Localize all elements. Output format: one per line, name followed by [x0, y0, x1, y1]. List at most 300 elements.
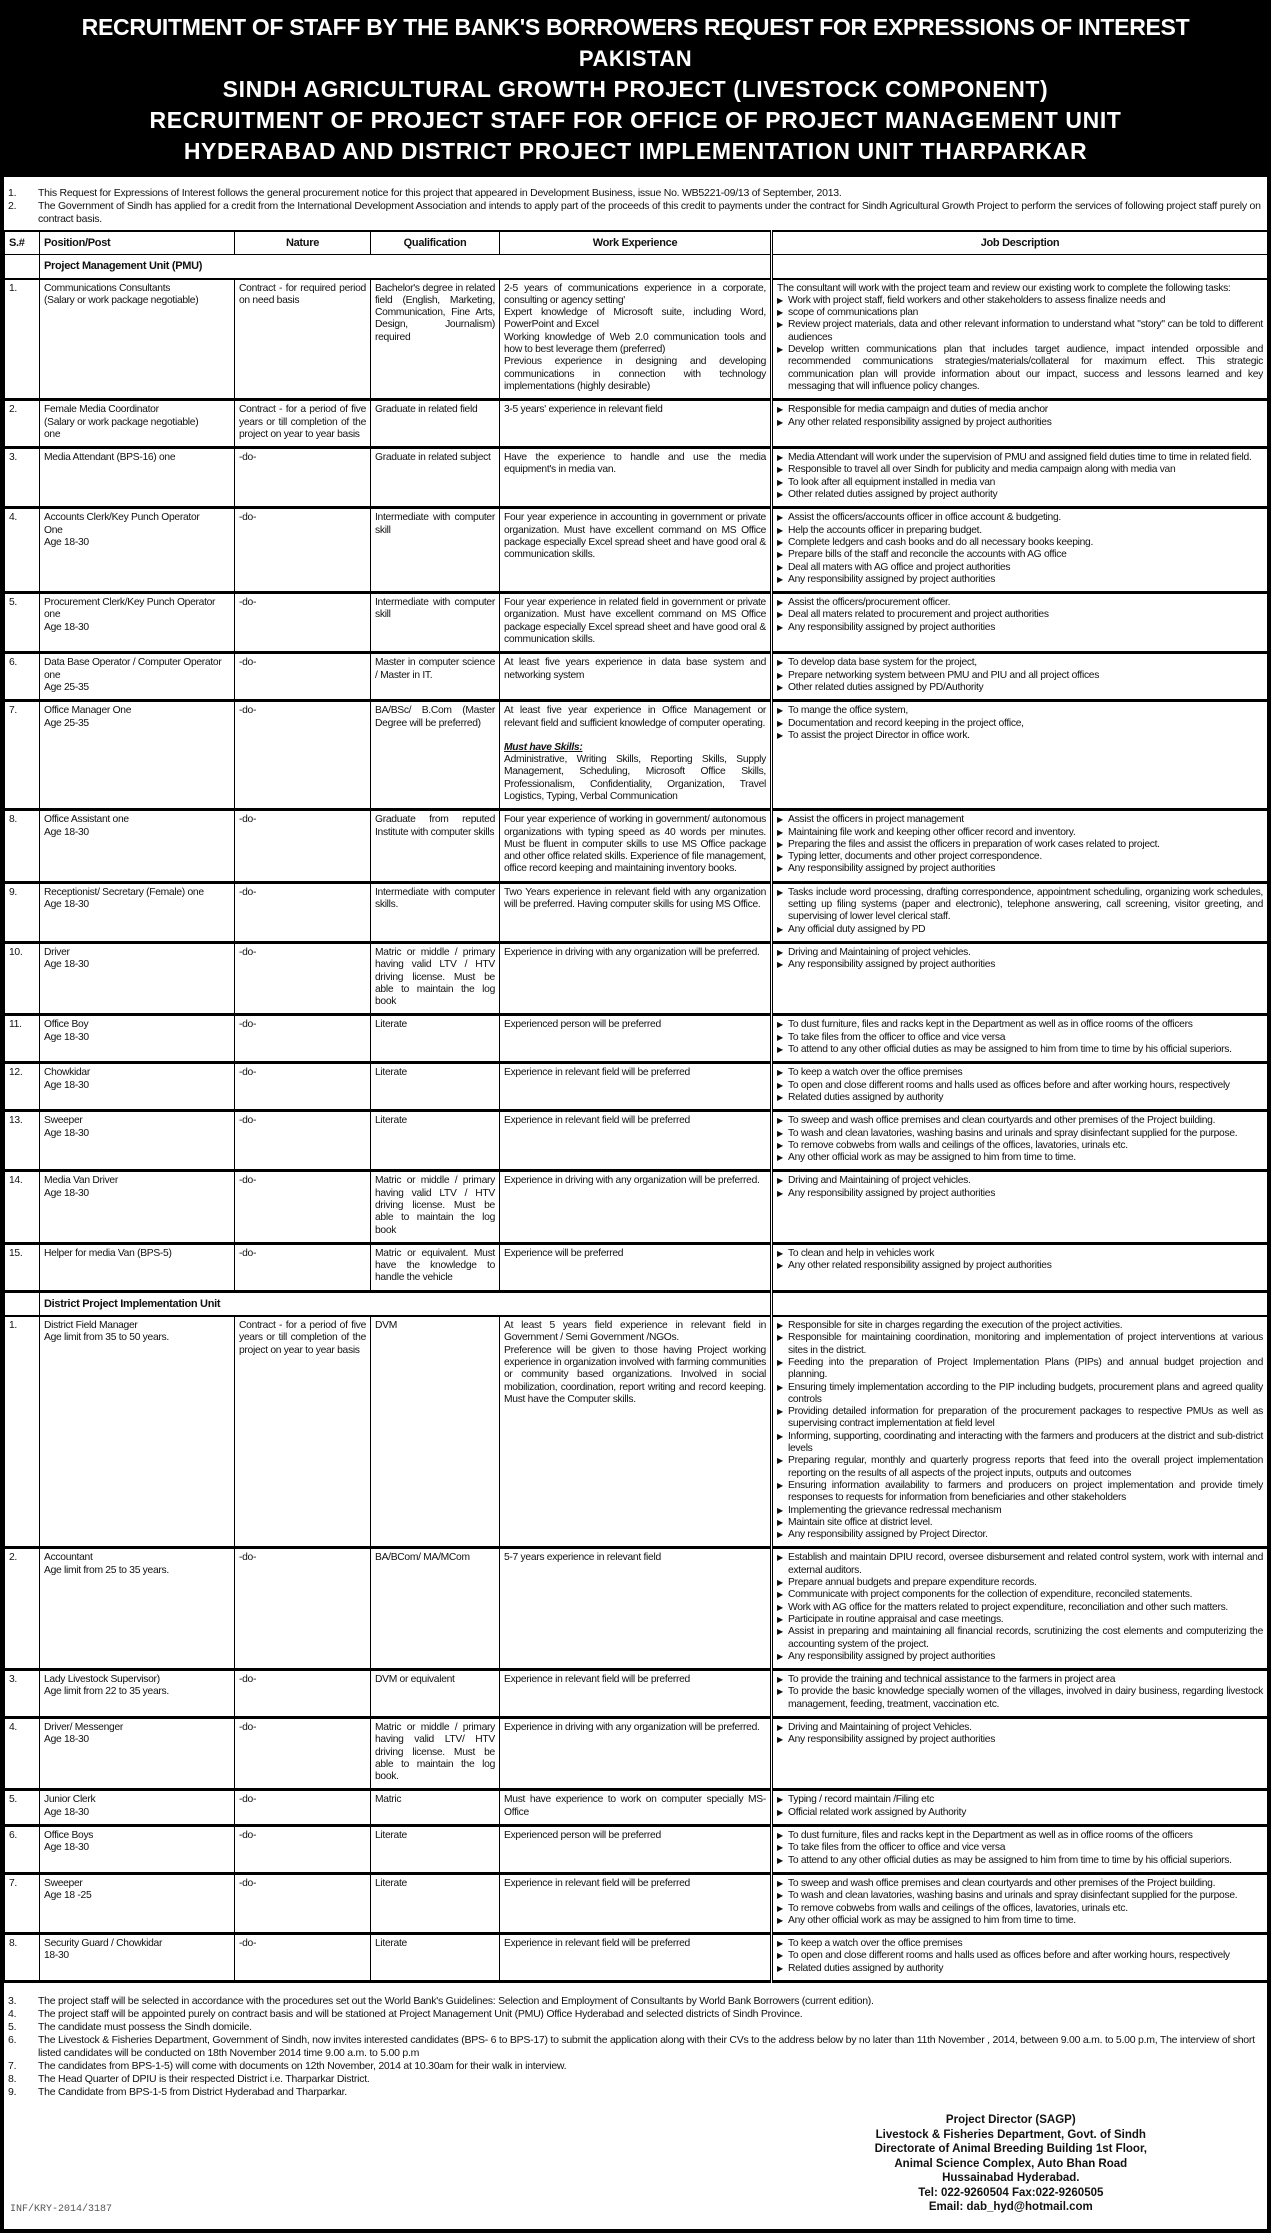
duty-item [777, 1455, 1263, 1480]
experience-line: Experience in driving with any organization will be preferred. [504, 1721, 760, 1733]
experience-cell [500, 1790, 772, 1826]
duty-item [777, 1878, 1263, 1890]
job-description-cell [772, 810, 1268, 882]
experience-line: Have the experience to handle and use the media equipment's in media van. [504, 452, 766, 476]
position-line: Communications Consultants [44, 282, 171, 294]
table-row [5, 1670, 1268, 1718]
job-description-cell [772, 1826, 1268, 1874]
job-description-cell [772, 1670, 1268, 1718]
qualification-cell: Bachelor's degree in related field (English, Marketing, Communication, Fine Arts, Design, Journalism) required [371, 279, 500, 400]
duty-item [777, 682, 1263, 694]
note-item [8, 2008, 1263, 2021]
bullet-triangle-icon: ▶ [777, 1068, 783, 1078]
duty-text: Communicate with project components for the collection of expenditure, reconciled statements. [788, 1589, 1193, 1601]
bullet-triangle-icon: ▶ [777, 815, 783, 825]
duty-item [777, 1032, 1263, 1044]
address-email[interactable]: Email: dab_hyd@hotmail.com [928, 2201, 1093, 2214]
duty-text: Prepare bills of the staff and reconcile the accounts with AG office [788, 549, 1067, 561]
duty-item [777, 863, 1263, 875]
bullet-triangle-icon: ▶ [777, 1382, 783, 1392]
serial-number: 5. [5, 593, 40, 653]
bullet-triangle-icon: ▶ [777, 1735, 783, 1745]
position-cell [40, 942, 235, 1014]
duty-text: Any responsibility assigned by project authorities [788, 959, 996, 971]
bullet-triangle-icon: ▶ [777, 320, 783, 330]
nature-cell: -do- [235, 1548, 371, 1670]
duty-item [777, 1505, 1263, 1517]
bullet-triangle-icon: ▶ [777, 1903, 783, 1913]
position-line: Age 18-30 [44, 1842, 89, 1854]
duty-item [777, 1794, 1263, 1806]
experience-line: Experienced person will be preferred [504, 1019, 661, 1031]
position-line: Age 18 -25 [44, 1890, 92, 1902]
bullet-triangle-icon: ▶ [777, 1951, 783, 1961]
serial-number: 5. [5, 1790, 40, 1826]
table-row [5, 593, 1268, 653]
duty-text: Feeding into the preparation of Project Implementation Plans (PIPs) and annual budget projection and planning. [788, 1356, 1263, 1381]
bullet-triangle-icon: ▶ [777, 864, 783, 874]
bullet-triangle-icon: ▶ [777, 1517, 783, 1527]
bullet-triangle-icon: ▶ [777, 345, 783, 355]
note-number: 9. [8, 2086, 17, 2099]
duty-text: Any responsibility assigned by project authorities [788, 1734, 996, 1746]
position-line: Age 25-35 [44, 717, 89, 729]
table-row [5, 508, 1268, 593]
serial-number: 8. [5, 1934, 40, 1982]
section-row [5, 1291, 1268, 1316]
units-line: HYDERABAD AND DISTRICT PROJECT IMPLEMENTATION UNIT THARPARKAR [183, 138, 1088, 164]
serial-number: 3. [5, 1670, 40, 1718]
qualification-cell: Literate [371, 1111, 500, 1171]
bullet-triangle-icon: ▶ [777, 1505, 783, 1515]
experience-cell [500, 1063, 772, 1111]
bullet-triangle-icon: ▶ [777, 1045, 783, 1055]
position-line: One [44, 524, 63, 536]
reference-code: INF/KRY-2014/3187 [10, 2203, 113, 2215]
serial-number: 4. [5, 508, 40, 593]
duty-item [777, 404, 1263, 416]
job-description-cell [772, 400, 1268, 448]
duty-text: Other related duties assigned by project authority [788, 489, 998, 501]
duty-text: To provide the basic knowledge specially women of the villages, involved in dairy business, regarding livestock management, feeding, treatment, vaccination etc. [788, 1686, 1263, 1710]
experience-line: 3-5 years' experience in relevant field [504, 404, 663, 416]
bullet-triangle-icon: ▶ [777, 1627, 783, 1637]
duty-item [777, 924, 1263, 936]
qualification-cell: Literate [371, 1063, 500, 1111]
table-row [5, 1934, 1268, 1982]
bullet-triangle-icon: ▶ [777, 887, 783, 897]
bullet-triangle-icon: ▶ [777, 1261, 783, 1271]
duty-item [777, 525, 1263, 537]
duty-text: To remove cobwebs from walls and ceilings of the offices, lavatories, urinals etc. [788, 1902, 1128, 1914]
experience-line: Experience in driving with any organization will be preferred. [504, 946, 760, 958]
duty-text: Ensuring information availability to farmers and producers on project implementation and provide timely responses to requests for information from beneficiaries and other stakeholders [788, 1479, 1263, 1504]
experience-cell [500, 279, 772, 400]
duty-item [777, 1019, 1263, 1031]
bullet-triangle-icon: ▶ [777, 682, 783, 692]
position-cell [40, 1171, 235, 1243]
duty-text: Any official duty assigned by PD [788, 923, 926, 935]
duty-item [777, 730, 1263, 742]
qualification-cell: Intermediate with computer skill [371, 593, 500, 653]
duty-text: To open and close different rooms and halls used as offices before and after working hours, respectively [788, 1950, 1230, 1962]
position-line: Sweeper [44, 1877, 83, 1889]
experience-line: 5-7 years experience in relevant field [504, 1552, 661, 1564]
position-line: Security Guard / Chowkidar [44, 1938, 163, 1950]
note-text: The candidates from BPS-1-5) will come with documents on 12th November, 2014 at 10.30am for their walk in interview. [38, 2060, 567, 2073]
duty-item [777, 597, 1263, 609]
serial-number: 3. [5, 448, 40, 508]
experience-cell [500, 653, 772, 701]
experience-line: At least five years experience in data base system and networking system [504, 657, 766, 681]
position-cell [40, 1111, 235, 1171]
duty-item [777, 1855, 1263, 1867]
experience-cell [500, 1111, 772, 1171]
serial-number: 2. [5, 400, 40, 448]
duty-text: Any other official work as may be assigned to him from time to time. [788, 1914, 1076, 1926]
bullet-triangle-icon: ▶ [777, 308, 783, 318]
duty-text: Typing letter, documents and other project correspondence. [788, 851, 1042, 863]
job-description-cell [772, 1063, 1268, 1111]
duty-item [777, 1092, 1263, 1104]
duty-text: Implementing the grievance redressal mechanism [788, 1504, 1002, 1516]
bullet-triangle-icon: ▶ [777, 490, 783, 500]
qualification-cell: Master in computer science / Master in IT. [371, 653, 500, 701]
experience-cell [500, 1873, 772, 1933]
duty-item [777, 417, 1263, 429]
nature-cell: Contract - for a period of five years or till completion of the project on year to year basis [235, 1316, 371, 1548]
bullet-triangle-icon: ▶ [777, 1188, 783, 1198]
duty-item [777, 1614, 1263, 1626]
duty-item [777, 295, 1263, 307]
bullet-triangle-icon: ▶ [777, 1578, 783, 1588]
nature-cell: -do- [235, 593, 371, 653]
duty-text: Driving and Maintaining of project Vehicles. [788, 1721, 972, 1733]
qualification-cell: Matric [371, 1790, 500, 1826]
duty-item [777, 1044, 1263, 1056]
note-number: 3. [8, 1995, 17, 2008]
nature-cell: -do- [235, 701, 371, 810]
bullet-triangle-icon: ▶ [777, 1431, 783, 1441]
position-line: one [44, 669, 61, 681]
header-nature: Nature [235, 231, 371, 255]
duty-item [777, 814, 1263, 826]
bullet-triangle-icon: ▶ [777, 598, 783, 608]
position-line: Age 18-30 [44, 1734, 89, 1746]
job-description-cell [772, 1111, 1268, 1171]
bullet-triangle-icon: ▶ [777, 537, 783, 547]
recruitment-line: RECRUITMENT OF PROJECT STAFF FOR OFFICE OF PROJECT MANAGEMENT UNIT [149, 107, 1122, 133]
qualification-cell: Graduate in related subject [371, 448, 500, 508]
duty-item [777, 1938, 1263, 1950]
bullet-triangle-icon: ▶ [777, 1675, 783, 1685]
duty-item [777, 1115, 1263, 1127]
note-text: The project staff will be selected in accordance with the procedures set out the World Bank's Guidelines: Selection and Employment of Consultants by World Bank Borrowers (current edition). [38, 1995, 874, 2008]
duty-text: To sweep and wash office premises and clean courtyards and other premises of the Project building. [788, 1877, 1216, 1889]
experience-line: Expert knowledge of Microsoft suite, including Word, PowerPoint and Excel [504, 307, 766, 331]
serial-number: 12. [5, 1063, 40, 1111]
note-number: 1. [8, 187, 17, 199]
duty-text: Responsible to travel all over Sindh for publicity and media campaign along with media van [788, 464, 1176, 476]
note-text: The Head Quarter of DPIU is their respected District i.e. Tharparkar District. [38, 2073, 370, 2086]
position-line: Age limit from 35 to 50 years. [44, 1332, 169, 1344]
table-row [5, 1316, 1268, 1548]
country-line: PAKISTAN [578, 46, 693, 71]
table-row [5, 1826, 1268, 1874]
nature-cell: -do- [235, 1790, 371, 1826]
serial-number: 11. [5, 1015, 40, 1063]
note-text: The Candidate from BPS-1-5 from District Hyderabad and Tharparkar. [38, 2086, 347, 2099]
position-line: Driver [44, 946, 70, 958]
duty-item [777, 839, 1263, 851]
position-cell [40, 1243, 235, 1291]
note-number: 4. [8, 2008, 17, 2021]
duty-item [777, 947, 1263, 959]
bullet-triangle-icon: ▶ [777, 405, 783, 415]
duty-item [777, 1722, 1263, 1734]
duty-item [777, 1080, 1263, 1092]
bullet-triangle-icon: ▶ [777, 1248, 783, 1258]
section-title: Project Management Unit (PMU) [40, 255, 772, 279]
duty-text: Any other related responsibility assigned by project authorities [788, 416, 1052, 428]
table-row [5, 882, 1268, 942]
position-line: Office Manager One [44, 705, 132, 717]
nature-cell: -do- [235, 653, 371, 701]
section-spacer [772, 1291, 1268, 1316]
bullet-triangle-icon: ▶ [777, 622, 783, 632]
qualification-cell: Intermediate with computer skills. [371, 882, 500, 942]
duty-text: Documentation and record keeping in the project office, [788, 717, 1024, 729]
position-line: Procurement Clerk/Key Punch Operator [44, 597, 216, 609]
duty-text: To keep a watch over the office premises [788, 1067, 963, 1079]
bullet-triangle-icon: ▶ [777, 513, 783, 523]
serial-number: 8. [5, 810, 40, 882]
table-row [5, 1717, 1268, 1789]
bullet-triangle-icon: ▶ [777, 550, 783, 560]
duty-item [777, 1626, 1263, 1651]
duty-item [777, 1382, 1263, 1407]
experience-line: Experience in relevant field will be preferred [504, 1938, 690, 1950]
job-description-cell [772, 593, 1268, 653]
qualification-cell: Intermediate with computer skill [371, 508, 500, 593]
position-cell [40, 1316, 235, 1548]
positions-table [4, 230, 1268, 1983]
bullet-triangle-icon: ▶ [777, 1687, 783, 1697]
serial-number: 1. [5, 279, 40, 400]
table-row [5, 1111, 1268, 1171]
duty-item [777, 1589, 1263, 1601]
duty-text: To clean and help in vehicles work [788, 1247, 935, 1259]
experience-cell [500, 1934, 772, 1982]
duty-text: Assist the officers in project management [788, 814, 964, 826]
bullet-triangle-icon: ▶ [777, 1855, 783, 1865]
position-cell [40, 1670, 235, 1718]
must-have-skills: Administrative, Writing Skills, Reporting Skills, Supply Management, Scheduling, Microsoft Office Skills, Professionalism, Confidentiality, Organization, Travel Logistics, Typing, Verbal Communication [504, 754, 766, 802]
bullet-triangle-icon: ▶ [777, 718, 783, 728]
duty-text: Official related work assigned by Authority [788, 1806, 967, 1818]
experience-cell [500, 1171, 772, 1243]
duty-item [777, 1686, 1263, 1711]
duty-text: Any responsibility assigned by project authorities [788, 573, 996, 585]
duty-text: Assist the officers/accounts officer in office account & budgeting. [788, 512, 1061, 524]
experience-line: Experience in relevant field will be preferred [504, 1115, 690, 1127]
experience-line: Experience in relevant field will be preferred [504, 1674, 690, 1686]
duty-item [777, 489, 1263, 501]
position-cell [40, 1717, 235, 1789]
table-row [5, 653, 1268, 701]
duty-text: Preparing regular, monthly and quarterly progress reports that feed into the overall project implementation reporting on the results of all aspects of the project inputs, outputs and outcomes [788, 1455, 1263, 1479]
duty-item [777, 1734, 1263, 1746]
duty-text: Media Attendant will work under the supervision of PMU and assigned field duties time to time in related field. [788, 452, 1252, 464]
duty-text: To remove cobwebs from walls and ceilings of the offices, lavatories, urinals etc. [788, 1139, 1128, 1151]
duty-item [777, 1067, 1263, 1079]
table-row [5, 1171, 1268, 1243]
section-spacer [5, 1291, 40, 1316]
position-line: Office Boy [44, 1019, 89, 1031]
bullet-triangle-icon: ▶ [777, 730, 783, 740]
section-spacer [772, 255, 1268, 279]
serial-number: 9. [5, 882, 40, 942]
duty-text: Any responsibility assigned by Project Director. [788, 1529, 988, 1541]
position-cell [40, 810, 235, 882]
qualification-cell: Matric or middle / primary having valid LTV/ HTV driving license. Must be able to maintain the log book. [371, 1717, 500, 1789]
position-line: one [44, 428, 61, 440]
bullet-triangle-icon: ▶ [777, 1878, 783, 1888]
experience-cell [500, 448, 772, 508]
position-cell [40, 1790, 235, 1826]
intro-notes [4, 177, 1267, 230]
table-row [5, 1548, 1268, 1670]
duty-text: Any responsibility assigned by project authorities [788, 621, 996, 633]
duty-item [777, 1807, 1263, 1819]
nature-cell: Contract - for a period of five years or till completion of the project on year to year basis [235, 400, 371, 448]
duty-text: Providing detailed information for preparation of the procurement packages to respective PMUs as well as supervising contract implementation at field level [788, 1406, 1263, 1430]
duty-item [777, 670, 1263, 682]
position-line: Media Van Driver [44, 1175, 118, 1187]
duty-item [777, 1529, 1263, 1541]
table-row [5, 701, 1268, 810]
position-line: Age 18-30 [44, 1079, 89, 1091]
position-cell [40, 1873, 235, 1933]
position-line: Data Base Operator / Computer Operator [44, 657, 222, 669]
position-line: Receptionist/ Secretary (Female) one [44, 886, 204, 898]
experience-cell [500, 1316, 772, 1548]
duty-item [777, 1903, 1263, 1915]
duty-text: scope of communications plan [788, 307, 919, 319]
duty-item [777, 1915, 1263, 1927]
serial-number: 13. [5, 1111, 40, 1171]
duty-text: Typing / record maintain /Filing etc [788, 1794, 935, 1806]
duty-item [777, 1950, 1263, 1962]
experience-cell [500, 400, 772, 448]
experience-line: Preference will be given to those having Project working experience in organization involved with farming communities or community based organizations. Involved in social mobilization, coordination, report writing and record keeping. Must have the Computer skills. [504, 1344, 766, 1405]
bullet-triangle-icon: ▶ [777, 1480, 783, 1490]
duty-text: To open and close different rooms and halls used as offices before and after working hours, respectively [788, 1079, 1230, 1091]
address-building: Directorate of Animal Breeding Building 1st Floor, [874, 2143, 1147, 2156]
duty-text: Driving and Maintaining of project vehicles. [788, 1175, 971, 1187]
duty-text: Prepare annual budgets and prepare expenditure records. [788, 1577, 1037, 1589]
experience-line: Experience will be preferred [504, 1247, 624, 1259]
duty-text: Related duties assigned by authority [788, 1091, 944, 1103]
duty-text: Driving and Maintaining of project vehicles. [788, 946, 971, 958]
bullet-triangle-icon: ▶ [777, 1602, 783, 1612]
experience-line: Four year experience in related field in government or private organization. Must have excellent command on MS Office package especially Excel spread sheet and have good oral & communication skills. [504, 597, 766, 646]
duty-item [777, 1320, 1263, 1332]
job-description-cell [772, 942, 1268, 1014]
footer-bottom [4, 2099, 1267, 2229]
bullet-triangle-icon: ▶ [777, 1321, 783, 1331]
bullet-triangle-icon: ▶ [777, 670, 783, 680]
note-item [8, 2060, 1263, 2073]
bullet-triangle-icon: ▶ [777, 1614, 783, 1624]
duty-item [777, 549, 1263, 561]
duty-text: Preparing the files and assist the officers in preparation of work cases related to project. [788, 838, 1160, 850]
position-cell [40, 653, 235, 701]
bullet-triangle-icon: ▶ [777, 852, 783, 862]
position-cell [40, 1015, 235, 1063]
serial-number: 14. [5, 1171, 40, 1243]
position-cell [40, 1826, 235, 1874]
position-line: Accounts Clerk/Key Punch Operator [44, 512, 200, 524]
job-description-cell [772, 1790, 1268, 1826]
note-item [8, 1995, 1263, 2008]
contact-address [875, 2113, 1147, 2215]
header-sn: S.# [5, 231, 40, 255]
table-row [5, 942, 1268, 1014]
experience-line: Experienced person will be preferred [504, 1830, 661, 1842]
serial-number: 7. [5, 701, 40, 810]
position-cell [40, 882, 235, 942]
duty-text: To develop data base system for the project, [788, 657, 977, 669]
duty-text: Related duties assigned by authority [788, 1962, 944, 1974]
position-line: Age 18-30 [44, 1127, 89, 1139]
position-line: Helper for media Van (BPS-5) [44, 1247, 172, 1259]
note-item [8, 200, 1263, 226]
position-line: Junior Clerk [44, 1794, 96, 1806]
duty-item [777, 1152, 1263, 1164]
qualification-cell: BA/BSc/ B.Com (Master Degree will be preferred) [371, 701, 500, 810]
job-description-cell [772, 653, 1268, 701]
duty-text: Deal all maters with AG office and project authorities [788, 561, 1011, 573]
duty-item [777, 1674, 1263, 1686]
table-row [5, 1243, 1268, 1291]
duty-item [777, 1128, 1263, 1140]
bullet-triangle-icon: ▶ [777, 1456, 783, 1466]
duty-text: Work with AG office for the matters related to project expenditure, reconciliation and other such matters. [788, 1601, 1228, 1613]
experience-cell [500, 810, 772, 882]
job-description-cell [772, 1316, 1268, 1548]
duty-item [777, 574, 1263, 586]
qualification-cell: BA/BCom/ MA/MCom [371, 1548, 500, 1670]
position-line: District Field Manager [44, 1320, 138, 1332]
qualification-cell: Matric or middle / primary having valid LTV / HTV driving license. Must be able to maintain the log book [371, 1171, 500, 1243]
qualification-cell: Literate [371, 1934, 500, 1982]
address-road: Animal Science Complex, Auto Bhan Road [894, 2157, 1128, 2170]
table-row [5, 1063, 1268, 1111]
position-line: (Salary or work package negotiable) [44, 416, 199, 428]
position-line: Age 18-30 [44, 1806, 89, 1818]
bullet-triangle-icon: ▶ [777, 453, 783, 463]
bullet-triangle-icon: ▶ [777, 1333, 783, 1343]
bullet-triangle-icon: ▶ [777, 1407, 783, 1417]
duty-text: To attend to any other official duties as may be assigned to him from time to time by his official superiors. [788, 1854, 1232, 1866]
duty-text: To look after all equipment installed in media van [788, 476, 996, 488]
experience-line: Four year experience in accounting in government or private organization. Must have excellent command on MS Office package especially Excel spread sheet and have good oral & communication skills. [504, 512, 766, 561]
note-text: The Government of Sindh has applied for a credit from the International Development Association and intends to apply part of the proceeds of this credit to payments under the contract for Sindh Agricultural Growth Project to perform the services of following project staff purely on contract basis. [38, 200, 1261, 225]
duty-text: Establish and maintain DPIU record, oversee disbursement and related control system, work with internal and external auditors. [788, 1552, 1263, 1576]
duty-text: Any other related responsibility assigned by project authorities [788, 1260, 1052, 1272]
address-phone: Tel: 022-9260504 Fax:022-9260505 [918, 2186, 1104, 2199]
